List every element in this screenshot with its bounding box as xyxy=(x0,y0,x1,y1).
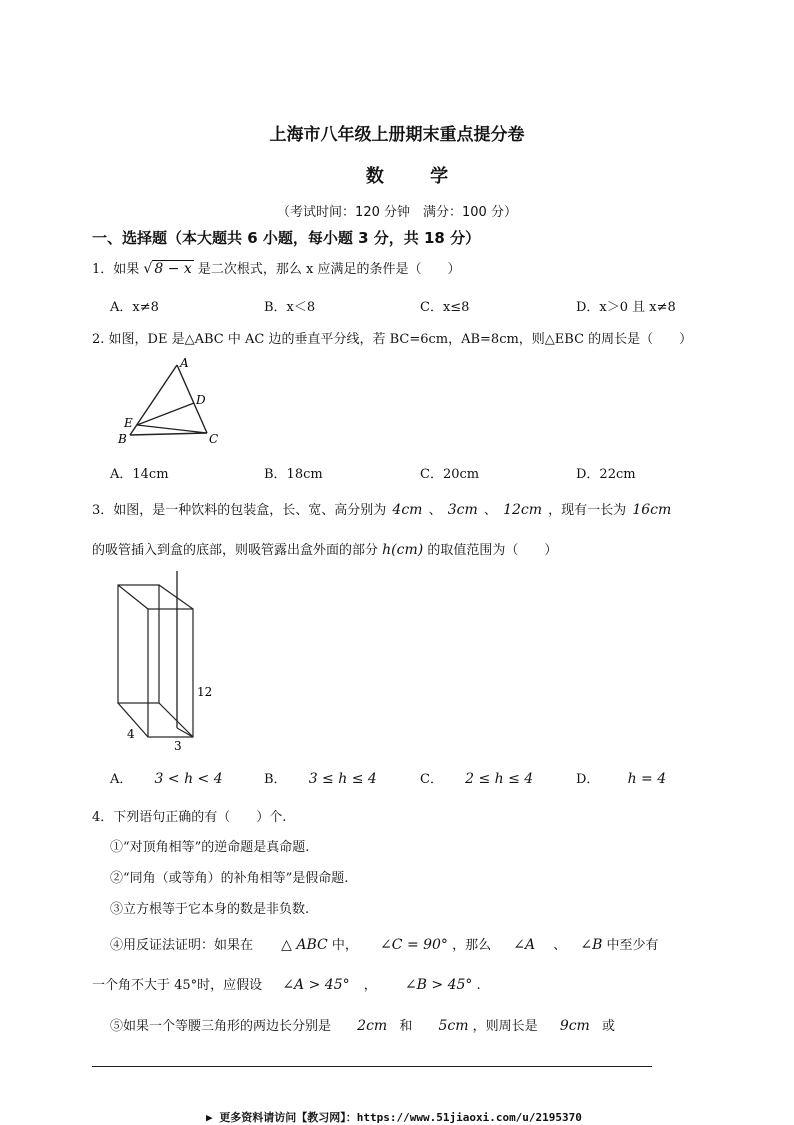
s4-angle-b: ∠B xyxy=(580,937,603,953)
q2-option-c: C．20cm xyxy=(420,467,480,482)
box-edge-tr xyxy=(159,585,193,609)
s4-a: ④用反证法证明：如果在 xyxy=(110,938,254,953)
s5-side-1: 2cm xyxy=(357,1018,388,1034)
footer-link[interactable]: ▶ 更多资料请访问【教习网】：https://www.51jiaoxi.com/u/2195370 xyxy=(206,1111,582,1124)
s4-h: 中至少有 xyxy=(606,938,659,953)
box-edge-tl xyxy=(118,585,148,609)
statement-4-line-1 xyxy=(110,934,659,953)
label-e: E xyxy=(124,416,133,430)
label-depth-3: 3 xyxy=(174,739,182,753)
s4-b: 中， xyxy=(331,938,358,953)
q3-line2-suffix: 的取值范围为（ ） xyxy=(427,543,558,558)
q3-sep-2: 、 xyxy=(483,503,497,518)
s5-c: 和 xyxy=(399,1019,413,1034)
statement-1: ①“对顶角相等”的逆命题是真命题. xyxy=(110,840,310,855)
statement-5 xyxy=(110,1015,615,1034)
q1-option-b: B．x＜8 xyxy=(264,300,316,315)
s4-angle-c: ∠C = 90° xyxy=(380,937,448,953)
box-figure xyxy=(104,568,224,753)
q1-option-d: D．x＞0 且 x≠8 xyxy=(576,300,676,315)
s5-e: ，则周长是 xyxy=(472,1019,538,1034)
q3-option-d-letter: D． xyxy=(576,772,600,787)
q3-option-a-letter: A． xyxy=(110,772,133,787)
footer-divider xyxy=(92,1066,652,1067)
s4-f: 、 xyxy=(553,938,567,953)
box-front-face xyxy=(148,609,193,737)
s4-triangle: △ ABC xyxy=(281,937,328,953)
q3-width: 3cm xyxy=(447,502,478,518)
q3-option-a xyxy=(110,768,223,787)
s4-line2e: . xyxy=(476,978,481,993)
q3-sep-1: 、 xyxy=(428,503,442,518)
q2-option-d: D．22cm xyxy=(576,467,636,482)
q1-suffix: 是二次根式，那么 x 应满足的条件是（ ） xyxy=(197,262,461,277)
question-3-line-1 xyxy=(92,499,671,518)
label-width-4: 4 xyxy=(127,727,135,741)
statement-2: ②“同角（或等角）的补角相等”是假命题. xyxy=(110,871,349,886)
s4-line2c: ， xyxy=(363,978,377,993)
question-2-stem: 2. 如图，DE 是△ABC 中 AC 边的垂直平分线，若 BC=6cm，AB=8cm，则△EBC 的周长是（ ） xyxy=(92,332,693,347)
q3-mid: ，现有一长为 xyxy=(548,503,627,518)
q3-prefix: 3．如图，是一种饮料的包装盒，长、宽、高分别为 xyxy=(92,503,387,518)
q1-option-a: A．x≠8 xyxy=(110,300,159,315)
edge-ec xyxy=(137,425,207,433)
q3-option-c-letter: C． xyxy=(420,772,443,787)
q3-option-d xyxy=(576,768,666,787)
q3-option-c-expr: 2 ≤ h ≤ 4 xyxy=(465,771,534,787)
label-a: A xyxy=(180,356,189,370)
edge-bc xyxy=(130,433,207,435)
q3-height: 12cm xyxy=(503,502,543,518)
triangle-figure xyxy=(110,355,230,450)
q3-option-d-expr: h = 4 xyxy=(627,771,667,787)
sqrt-expression: √ 8 − x xyxy=(143,261,192,277)
s5-side-2: 5cm xyxy=(438,1018,469,1034)
s4-line2a: 一个角不大于 45°时，应假设 xyxy=(92,978,263,993)
edge-ed xyxy=(137,403,194,425)
q3-straw-length: 16cm xyxy=(632,502,672,518)
s4-assume-a: ∠A > 45° xyxy=(282,977,350,993)
paper-subject: 数 学 xyxy=(365,166,469,187)
question-1-stem xyxy=(92,258,461,277)
q3-option-b-expr: 3 ≤ h ≤ 4 xyxy=(308,771,377,787)
s4-d: ，那么 xyxy=(452,938,492,953)
s4-angle-a: ∠A xyxy=(513,937,536,953)
q3-option-a-expr: 3 < h < 4 xyxy=(154,771,223,787)
label-c: C xyxy=(209,432,219,446)
q3-line2-prefix: 的吸管插入到盒的底部，则吸管露出盒外面的部分 xyxy=(92,543,379,558)
exam-info: （考试时间：120 分钟 满分：100 分） xyxy=(277,205,517,220)
box-back-face xyxy=(118,585,159,703)
q3-option-b-letter: B． xyxy=(264,772,287,787)
section-heading: 一、选择题（本大题共 6 小题，每小题 3 分，共 18 分） xyxy=(92,229,481,247)
question-4-stem: 4．下列语句正确的有（ ）个. xyxy=(92,810,287,825)
statement-3: ③立方根等于它本身的数是非负数. xyxy=(110,902,310,917)
s5-perimeter: 9cm xyxy=(559,1018,590,1034)
question-3-line-2 xyxy=(92,539,557,558)
s5-g: 或 xyxy=(601,1019,615,1034)
q3-option-c xyxy=(420,768,533,787)
q3-option-b xyxy=(264,768,377,787)
q3-length: 4cm xyxy=(392,502,423,518)
paper-title: 上海市八年级上册期末重点提分卷 xyxy=(269,125,525,145)
s4-assume-b: ∠B > 45° xyxy=(404,977,473,993)
q3-h-expression: h(cm) xyxy=(382,542,424,558)
q2-option-a: A．14cm xyxy=(110,467,169,482)
label-d: D xyxy=(196,393,206,407)
q1-option-c: C．x≤8 xyxy=(420,300,470,315)
q2-option-b: B．18cm xyxy=(264,467,323,482)
q1-prefix: 1．如果 xyxy=(92,262,140,277)
statement-4-line-2 xyxy=(92,974,481,993)
box-edge-br xyxy=(159,703,193,737)
label-b: B xyxy=(118,432,127,446)
s5-a: ⑤如果一个等腰三角形的两边长分别是 xyxy=(110,1019,332,1034)
label-height-12: 12 xyxy=(197,685,213,699)
